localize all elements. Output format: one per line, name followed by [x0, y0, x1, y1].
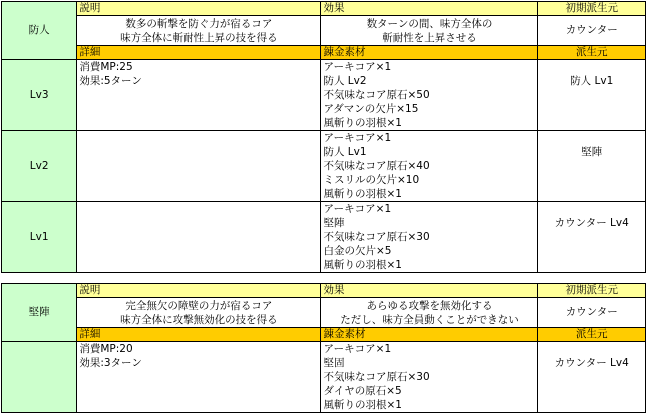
header-origin: 派生元	[538, 46, 646, 60]
description-line: 味方全体に斬耐性上昇の技を得る	[120, 31, 278, 44]
material-item: アーキコア×1	[323, 203, 392, 215]
material-item: アーキコア×1	[323, 343, 392, 355]
level-detail	[77, 131, 321, 202]
header-effect: 効果	[321, 284, 538, 298]
material-item: ダイヤの原石×5	[323, 385, 402, 397]
material-list	[321, 131, 538, 202]
header-desc: 説明	[77, 2, 321, 16]
header-effect: 効果	[321, 2, 538, 16]
header-detail: 詳細	[77, 46, 321, 60]
detail-line: 消費MP:20	[79, 343, 133, 355]
header-desc: 説明	[77, 284, 321, 298]
material-item: 不気味なコア原石×30	[323, 371, 430, 383]
material-item: 風斬りの羽根×1	[323, 399, 402, 411]
skill-effect	[321, 16, 538, 46]
material-item: 不気味なコア原石×30	[323, 231, 430, 243]
description-line: 味方全体に攻撃無効化の技を得る	[120, 313, 278, 326]
level-label: Lv1	[2, 202, 77, 273]
effect-line: あらゆる攻撃を無効化する	[366, 299, 493, 312]
material-item: 不気味なコア原石×50	[323, 89, 430, 101]
initial-origin-value: カウンター	[538, 16, 646, 46]
level-detail	[77, 202, 321, 273]
origin-value: 堅陣	[538, 131, 646, 202]
material-item: 風斬りの羽根×1	[323, 259, 402, 271]
material-item: アーキコア×1	[323, 61, 392, 73]
skill-description	[77, 16, 321, 46]
material-item: 不気味なコア原石×40	[323, 160, 430, 172]
material-item: 堅陣	[323, 217, 345, 229]
material-item: ミスリルの欠片×10	[323, 174, 420, 186]
initial-origin-value: カウンター	[538, 298, 646, 328]
material-item: 風斬りの羽根×1	[323, 117, 402, 129]
material-item: 防人 Lv1	[323, 146, 367, 158]
origin-value: 防人 Lv1	[538, 60, 646, 131]
material-list	[321, 202, 538, 273]
material-item: 白金の欠片×5	[323, 245, 392, 257]
skill-name: 防人	[2, 2, 77, 60]
level-detail	[77, 60, 321, 131]
skill-name: 堅陣	[2, 284, 77, 342]
header-origin: 派生元	[538, 328, 646, 342]
effect-line: 数ターンの間、味方全体の	[366, 17, 493, 30]
effect-line: 斬耐性を上昇させる	[382, 31, 477, 44]
detail-line: 消費MP:25	[79, 61, 133, 73]
material-item: 堅固	[323, 357, 345, 369]
header-initial-origin: 初期派生元	[538, 2, 646, 16]
description-line: 数多の斬撃を防ぐ力が宿るコア	[125, 17, 273, 30]
material-item: 防人 Lv2	[323, 75, 367, 87]
header-detail: 詳細	[77, 328, 321, 342]
level-label: Lv2	[2, 131, 77, 202]
header-initial-origin: 初期派生元	[538, 284, 646, 298]
material-item: アーキコア×1	[323, 132, 392, 144]
skill-description	[77, 298, 321, 328]
detail-line: 効果:3ターン	[79, 357, 142, 369]
skill-table-sakimori	[1, 1, 646, 273]
material-item: 風斬りの羽根×1	[323, 188, 402, 200]
skill-table-kenjin	[1, 283, 646, 413]
header-materials: 錬金素材	[321, 46, 538, 60]
effect-line: ただし、味方全員動くことができない	[340, 313, 519, 326]
level-label	[2, 342, 77, 413]
level-detail	[77, 342, 321, 413]
material-item: アダマンの欠片×15	[323, 103, 419, 115]
detail-line: 効果:5ターン	[79, 75, 142, 87]
skill-effect	[321, 298, 538, 328]
material-list	[321, 60, 538, 131]
origin-value: カウンター Lv4	[538, 342, 646, 413]
description-line: 完全無欠の障壁の力が宿るコア	[125, 299, 273, 312]
header-materials: 錬金素材	[321, 328, 538, 342]
origin-value: カウンター Lv4	[538, 202, 646, 273]
level-label: Lv3	[2, 60, 77, 131]
material-list	[321, 342, 538, 413]
